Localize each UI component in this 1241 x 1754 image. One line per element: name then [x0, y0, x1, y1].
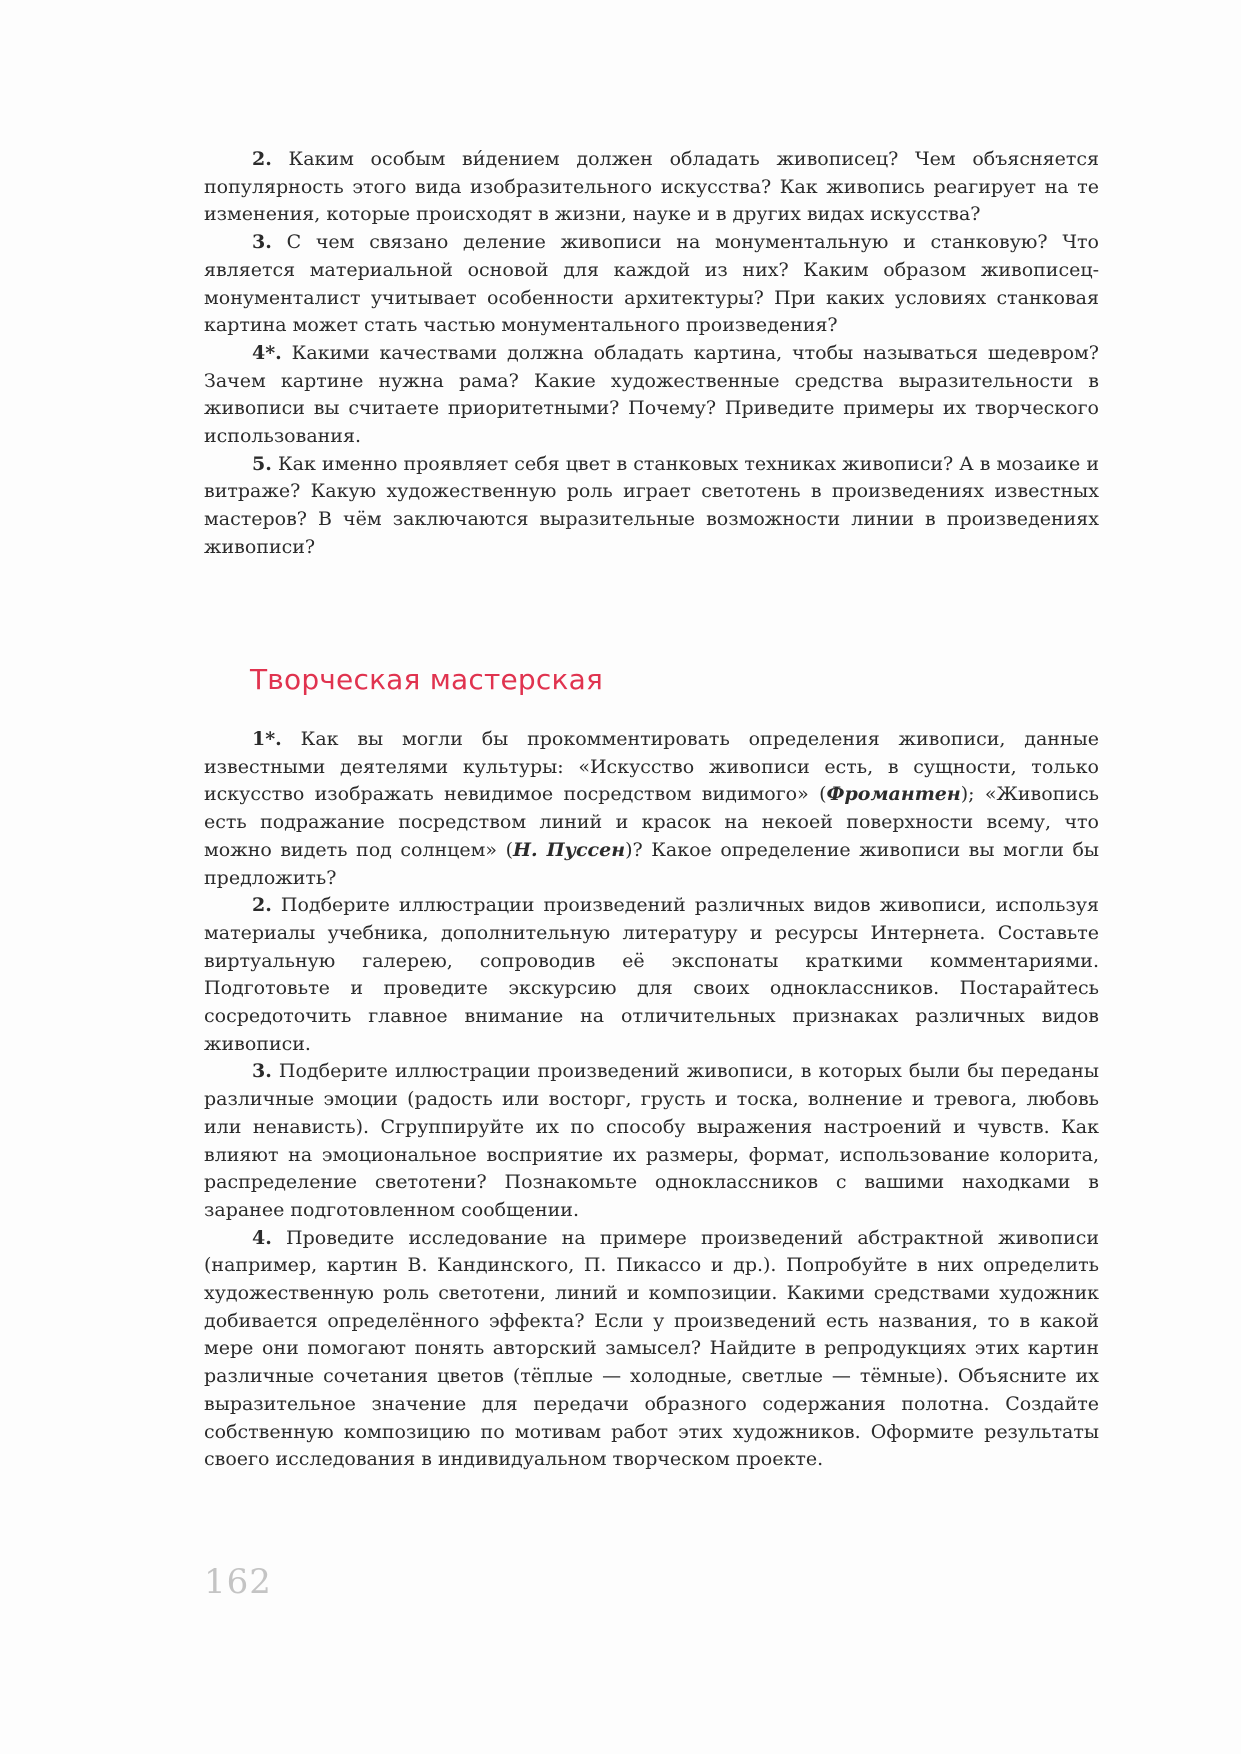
author-name: Фромантен — [826, 783, 961, 806]
question-text: С чем связано деление живописи на монументальную и станковую? Что является материальной основой для каждой из них? Каким образом живописец-монументалист учитывает особенности архитектуры? При каких условиях станковая картина может стать частью монументального произведения? — [204, 231, 1099, 337]
task-4 — [204, 1225, 1099, 1474]
task-3 — [204, 1058, 1099, 1224]
task-number: 1*. — [252, 728, 282, 750]
task-text: )? Какое определение живописи вы могли бы предложить? — [204, 838, 1100, 889]
question-number: 4*. — [252, 341, 282, 364]
question-2 — [204, 146, 1099, 229]
task-text: Как вы могли бы прокомментировать определения живописи, данные известными деятелями культуры: «Искусство живописи есть, в сущности, только искусство изображать невидимое посредством видимого» ( — [204, 728, 1099, 806]
question-text: Какими качествами должна обладать картина, чтобы называться шедевром? Зачем картине нужна рама? Какие художественные средства выразительности в живописи вы считаете приоритетными? Почему? Приведите примеры их творческого использования. — [204, 341, 1099, 448]
task-1 — [204, 726, 1099, 892]
question-text: Каким особым ви́дением должен обладать живописец? Чем объясняется популярность этого вида изобразительного искусства? Как живопись реагирует на те изменения, которые происходят в жизни, науке и в других видах искусства? — [204, 148, 1099, 226]
task-number: 2. — [252, 894, 272, 917]
task-2 — [204, 892, 1099, 1058]
question-5 — [204, 451, 1099, 562]
question-text: Как именно проявляет себя цвет в станковых техниках живописи? А в мозаике и витраже? Какую художественную роль играет светотень в произведениях известных мастеров? В чём заключаются выразительные возможности линии в произведениях живописи? — [204, 452, 1099, 558]
task-number: 4. — [252, 1226, 272, 1249]
section-heading: Творческая мастерская — [250, 663, 603, 696]
question-number: 5. — [252, 452, 272, 475]
questions-section — [204, 146, 1099, 562]
task-text: Подберите иллюстрации произведений живописи, в которых были бы переданы различные эмоции (радость или восторг, грусть и тоска, волнение и тревога, любовь или ненависть). Сгруппируйте их по способу выражения настроений и чувств. Как влияют на эмоциональное восприятие их размеры, формат, использование колорита, распределение светотени? Познакомьте одноклассников с вашими находками в заранее подготовленном сообщении. — [204, 1060, 1099, 1221]
page-number: 162 — [204, 1562, 272, 1602]
workshop-tasks — [204, 726, 1099, 1474]
task-text: ); «Живопись есть подражание посредством линий и красок на некоей поверхности всему, что можно видеть под солнцем» ( — [204, 783, 1099, 861]
question-number: 2. — [252, 148, 272, 170]
question-4 — [204, 340, 1099, 451]
question-number: 3. — [252, 231, 272, 254]
task-text: Подберите иллюстрации произведений различных видов живописи, используя материалы учебника, дополнительную литературу и ресурсы Интернета. Составьте виртуальную галерею, сопроводив её экспонаты краткими комментариями. Подготовьте и проведите экскурсию для своих одноклассников. Постарайтесь сосредоточить главное внимание на отличительных признаках различных видов живописи. — [204, 894, 1099, 1055]
task-text: Проведите исследование на примере произведений абстрактной живописи (например, картин В. Кандинского, П. Пикассо и др.). Попробуйте в них определить художественную роль светотени, линий и композиции. Какими средствами художник добивается определённого эффекта? Если у произведений есть названия, то в какой мере они помогают понять авторский замысел? Найдите в репродукциях этих картин различные сочетания цветов (тёплые — холодные, светлые — тёмные). Объясните их выразительное значение для передачи образного содержания полотна. Создайте собственную композицию по мотивам работ этих художников. Оформите результаты своего исследования в индивидуальном творческом проекте. — [204, 1226, 1099, 1471]
author-name: Н. Пуссен — [513, 838, 626, 861]
question-3 — [204, 229, 1099, 340]
task-number: 3. — [252, 1060, 272, 1083]
